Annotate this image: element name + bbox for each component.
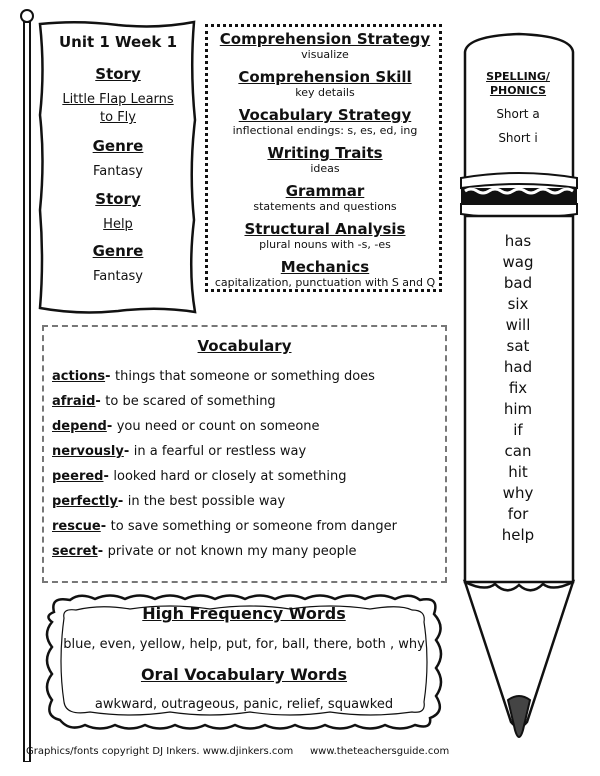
- strategy-detail: key details: [295, 86, 355, 99]
- flag-pole-graphic: [20, 8, 34, 762]
- vocabulary-definition: in the best possible way: [127, 494, 286, 509]
- vocabulary-definition: to be scared of something: [105, 394, 276, 409]
- vocabulary-definition: looked hard or closely at something: [113, 469, 347, 484]
- oral-vocabulary-title: Oral Vocabulary Words: [140, 665, 348, 684]
- vocabulary-definition: things that someone or something does: [115, 369, 375, 384]
- footer-copyright: Graphics/fonts copyright DJ Inkers. www.djinkers.com: [26, 746, 294, 757]
- spelling-title-line2: PHONICS: [489, 84, 547, 97]
- vocabulary-word: actions: [52, 369, 106, 384]
- spelling-word: for: [507, 505, 529, 523]
- vocabulary-item: [52, 444, 306, 459]
- story-title: Help: [103, 217, 133, 232]
- vocabulary-definition: private or not known my many people: [107, 544, 357, 559]
- strategy-heading: Grammar: [285, 182, 365, 200]
- vocabulary-definition: to save something or someone from danger: [110, 519, 397, 534]
- spelling-word: sat: [506, 337, 530, 355]
- footer-website: www.theteachersguide.com: [310, 746, 450, 757]
- oral-vocabulary-words: awkward, outrageous, panic, relief, squawked: [94, 697, 394, 712]
- vocabulary-separator: -: [105, 369, 115, 384]
- vocabulary-word: peered: [52, 469, 104, 484]
- vocabulary-separator: -: [95, 394, 106, 409]
- spelling-word: wag: [502, 253, 534, 271]
- vocabulary-word: secret: [52, 544, 98, 559]
- genre-value: Fantasy: [92, 269, 144, 284]
- spelling-pattern: Short a: [496, 107, 540, 121]
- high-frequency-title: High Frequency Words: [142, 604, 346, 623]
- story-label: Story: [95, 190, 141, 208]
- strategy-detail: ideas: [310, 162, 340, 175]
- story-title-line1: Little Flap Learns: [62, 92, 174, 107]
- vocabulary-word: nervously: [52, 444, 124, 459]
- vocabulary-separator: -: [97, 544, 108, 559]
- vocabulary-separator: -: [117, 494, 128, 509]
- vocabulary-definition: you need or count on someone: [116, 419, 320, 434]
- strategy-heading: Mechanics: [280, 258, 370, 276]
- high-frequency-words: blue, even, yellow, help, put, for, ball, there, both , why: [63, 637, 425, 652]
- story-title-line2: to Fly: [100, 110, 136, 125]
- strategy-heading: Comprehension Skill: [238, 68, 412, 86]
- strategy-detail: inflectional endings: s, es, ed, ing: [232, 124, 418, 137]
- vocabulary-separator: -: [103, 469, 114, 484]
- genre-label: Genre: [92, 242, 144, 260]
- vocabulary-word: perfectly: [52, 494, 118, 509]
- strategy-heading: Writing Traits: [267, 144, 383, 162]
- vocabulary-word: afraid: [52, 394, 96, 409]
- vocabulary-item: [52, 494, 285, 509]
- strategy-heading: Comprehension Strategy: [219, 30, 431, 48]
- genre-label: Genre: [92, 137, 144, 155]
- spelling-pattern: Short i: [498, 131, 538, 145]
- strategy-detail: capitalization, punctuation with S and Q: [214, 276, 436, 289]
- strategy-detail: plural nouns with -s, -es: [259, 238, 391, 251]
- story-label: Story: [95, 65, 141, 83]
- spelling-word: help: [501, 526, 535, 544]
- vocabulary-separator: -: [100, 519, 111, 534]
- vocabulary-item: [52, 544, 357, 559]
- vocabulary-item: [52, 419, 320, 434]
- spelling-word: had: [503, 358, 533, 376]
- strategy-detail: statements and questions: [253, 200, 397, 213]
- spelling-word: if: [513, 421, 523, 439]
- vocabulary-item: [52, 394, 276, 409]
- vocabulary-item: [52, 469, 346, 484]
- spelling-word: bad: [503, 274, 533, 292]
- spelling-title-line1: SPELLING/: [486, 70, 550, 83]
- unit-week-title: Unit 1 Week 1: [58, 33, 178, 51]
- spelling-word: can: [504, 442, 532, 460]
- strategy-heading: Vocabulary Strategy: [238, 106, 412, 124]
- vocabulary-item: [52, 369, 375, 384]
- vocabulary-item: [52, 519, 397, 534]
- vocabulary-separator: -: [123, 444, 134, 459]
- spelling-word: hit: [508, 463, 528, 481]
- vocabulary-title: Vocabulary: [197, 337, 292, 355]
- strategy-heading: Structural Analysis: [244, 220, 406, 238]
- spelling-word: him: [503, 400, 533, 418]
- spelling-word: has: [504, 232, 532, 250]
- vocabulary-definition: in a fearful or restless way: [133, 444, 307, 459]
- vocabulary-word: depend: [52, 419, 107, 434]
- spelling-word: will: [505, 316, 531, 334]
- vocabulary-word: rescue: [52, 519, 101, 534]
- strategy-detail: visualize: [301, 48, 349, 61]
- spelling-word: six: [507, 295, 529, 313]
- vocabulary-separator: -: [106, 419, 117, 434]
- genre-value: Fantasy: [92, 164, 144, 179]
- spelling-word: why: [502, 484, 534, 502]
- spelling-word: fix: [508, 379, 528, 397]
